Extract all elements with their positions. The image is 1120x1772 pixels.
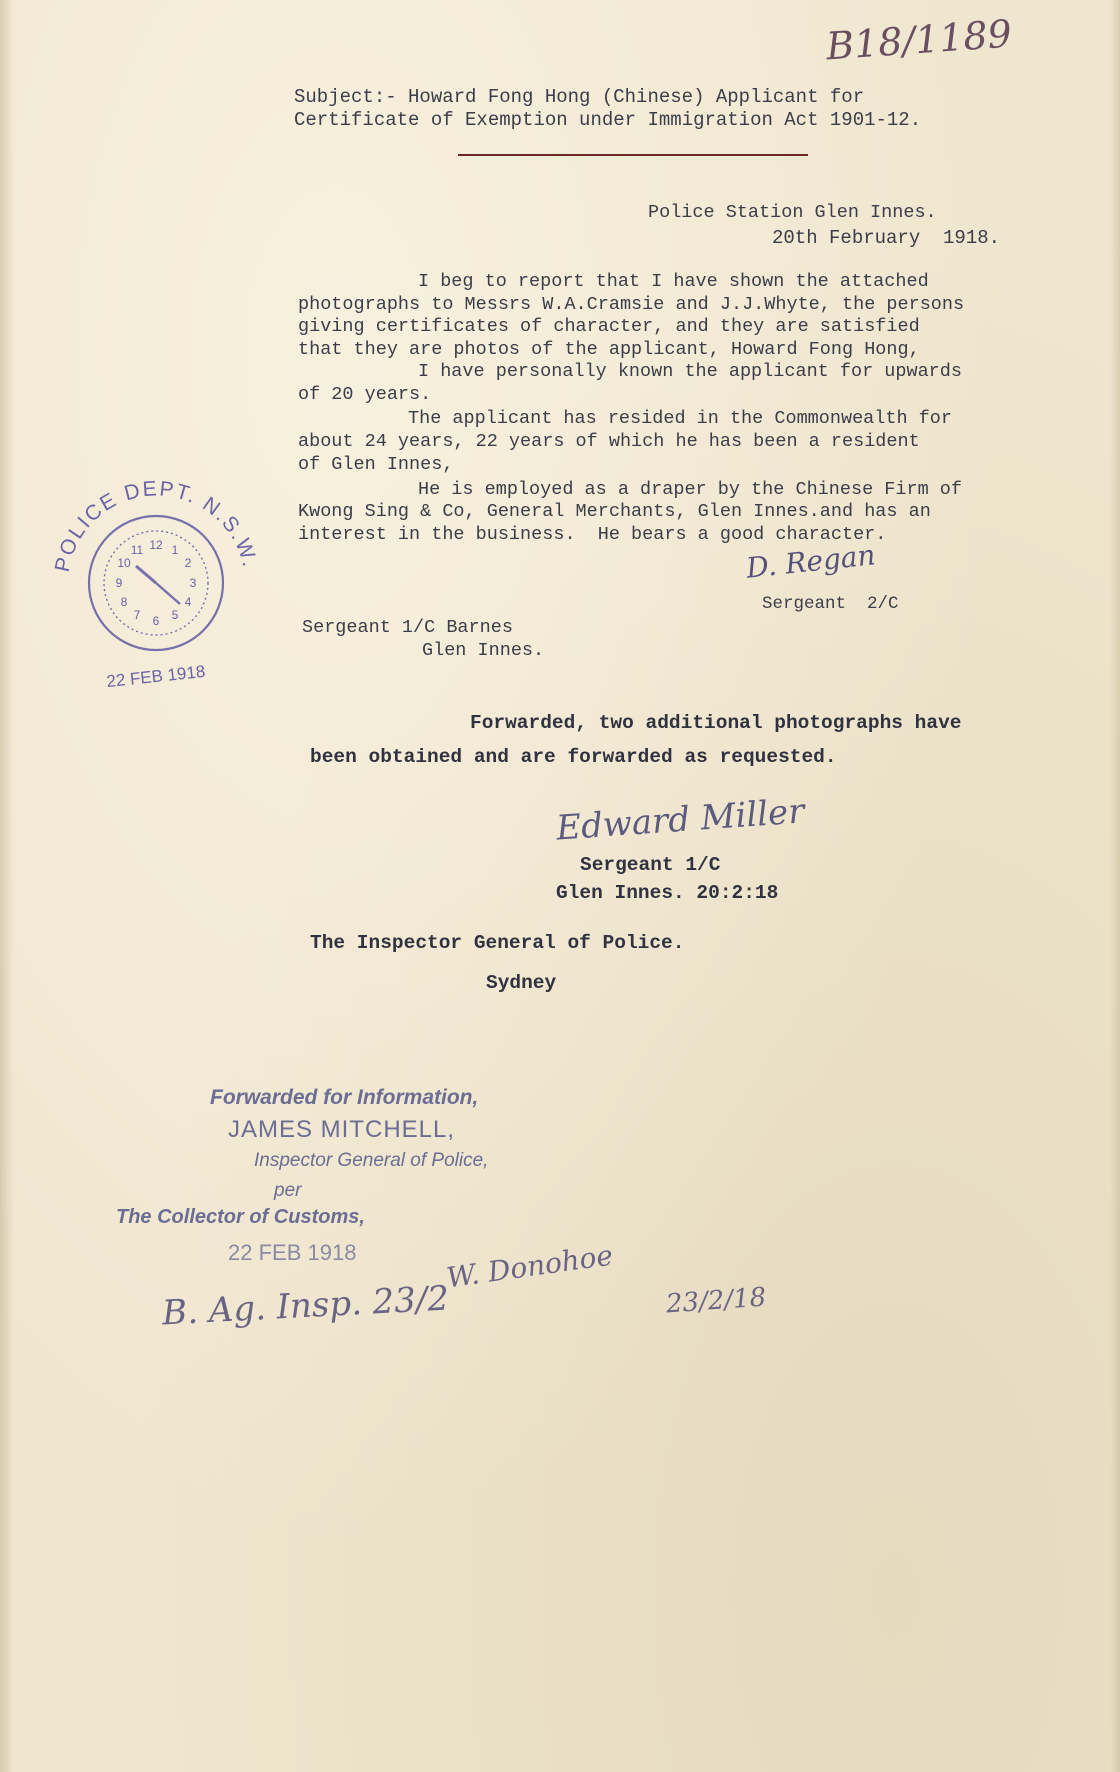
report-line: giving certificates of character, and they are satisfied [298, 316, 920, 337]
police-dept-stamp [40, 466, 270, 696]
forward-line-2: been obtained and are forwarded as requested. [310, 746, 837, 768]
report-line: of 20 years. [298, 384, 432, 405]
clock-number: 10 [117, 556, 131, 570]
annotation-left: B. Ag. Insp. 23/2 [161, 1278, 450, 1334]
info-stamp-line-3: Inspector General of Police, [254, 1150, 489, 1171]
clock-number: 1 [171, 543, 179, 557]
reference-number: B18/1189 [824, 11, 1014, 69]
report-line: of Glen Innes, [298, 454, 454, 475]
recipient-line-1: The Inspector General of Police. [310, 932, 685, 954]
divider-line [458, 154, 808, 156]
annotation-right: 23/2/18 [665, 1282, 768, 1320]
signature-regan: D. Regan [744, 538, 877, 585]
report-line: The applicant has resided in the Commonwealth for [408, 408, 952, 429]
date-line: 20th February 1918. [772, 227, 1001, 249]
paper-edge [0, 0, 14, 1772]
report-line: that they are photos of the applicant, Howard Fong Hong, [298, 339, 920, 360]
clock-number: 2 [184, 556, 192, 570]
clock-number: 3 [189, 576, 197, 590]
stamp-clock-hand [156, 583, 180, 604]
stamp-clock-hand [136, 566, 156, 583]
clock-number: 5 [171, 608, 179, 622]
report-line: I beg to report that I have shown the attached [418, 271, 929, 292]
report-line: interest in the business. He bears a good character. [298, 524, 887, 545]
report-line: He is employed as a draper by the Chinese Firm of [418, 479, 962, 500]
subject-line-2: Certificate of Exemption under Immigration Act 1901-12. [294, 109, 922, 131]
signature-miller: Edward Miller [554, 791, 806, 849]
paper-edge [1110, 0, 1120, 1772]
info-stamp-line-5: The Collector of Customs, [116, 1206, 365, 1228]
clock-number: 9 [115, 576, 123, 590]
info-stamp-line-1: Forwarded for Information, [210, 1086, 479, 1109]
info-stamp-line-2: JAMES MITCHELL, [228, 1116, 456, 1143]
report-line: about 24 years, 22 years of which he has been a resident [298, 431, 920, 452]
stamp-top-text: POLICE DEPT. N.S.W. [50, 477, 262, 574]
recipient-line-2: Sydney [486, 972, 557, 994]
signature-title: Sergeant 2/C [762, 594, 899, 614]
forward-place-date: Glen Innes. 20:2:18 [556, 882, 779, 904]
addressee-line-1: Sergeant 1/C Barnes [302, 617, 513, 638]
stamp-date: 22 FEB 1918 [105, 661, 207, 692]
station-line: Police Station Glen Innes. [648, 202, 937, 223]
forward-line-1: Forwarded, two additional photographs have [470, 712, 962, 734]
clock-number: 7 [133, 608, 141, 622]
info-stamp-line-4: per [274, 1180, 302, 1201]
subject-line-1: Subject:- Howard Fong Hong (Chinese) Applicant for [294, 86, 865, 108]
forward-title: Sergeant 1/C [580, 854, 721, 876]
clock-number: 8 [120, 595, 128, 609]
report-line: I have personally known the applicant for upwards [418, 361, 962, 382]
clock-number: 11 [130, 543, 144, 557]
addressee-line-2: Glen Innes. [422, 640, 545, 661]
report-line: photographs to Messrs W.A.Cramsie and J.J.Whyte, the persons [298, 294, 965, 315]
annotation-middle: W. Donohoe [444, 1238, 615, 1295]
clock-number: 6 [152, 614, 160, 628]
clock-number: 4 [184, 595, 192, 609]
report-line: Kwong Sing & Co, General Merchants, Glen Innes.and has an [298, 501, 931, 522]
info-stamp-date: 22 FEB 1918 [228, 1240, 357, 1265]
clock-number: 12 [149, 538, 163, 552]
